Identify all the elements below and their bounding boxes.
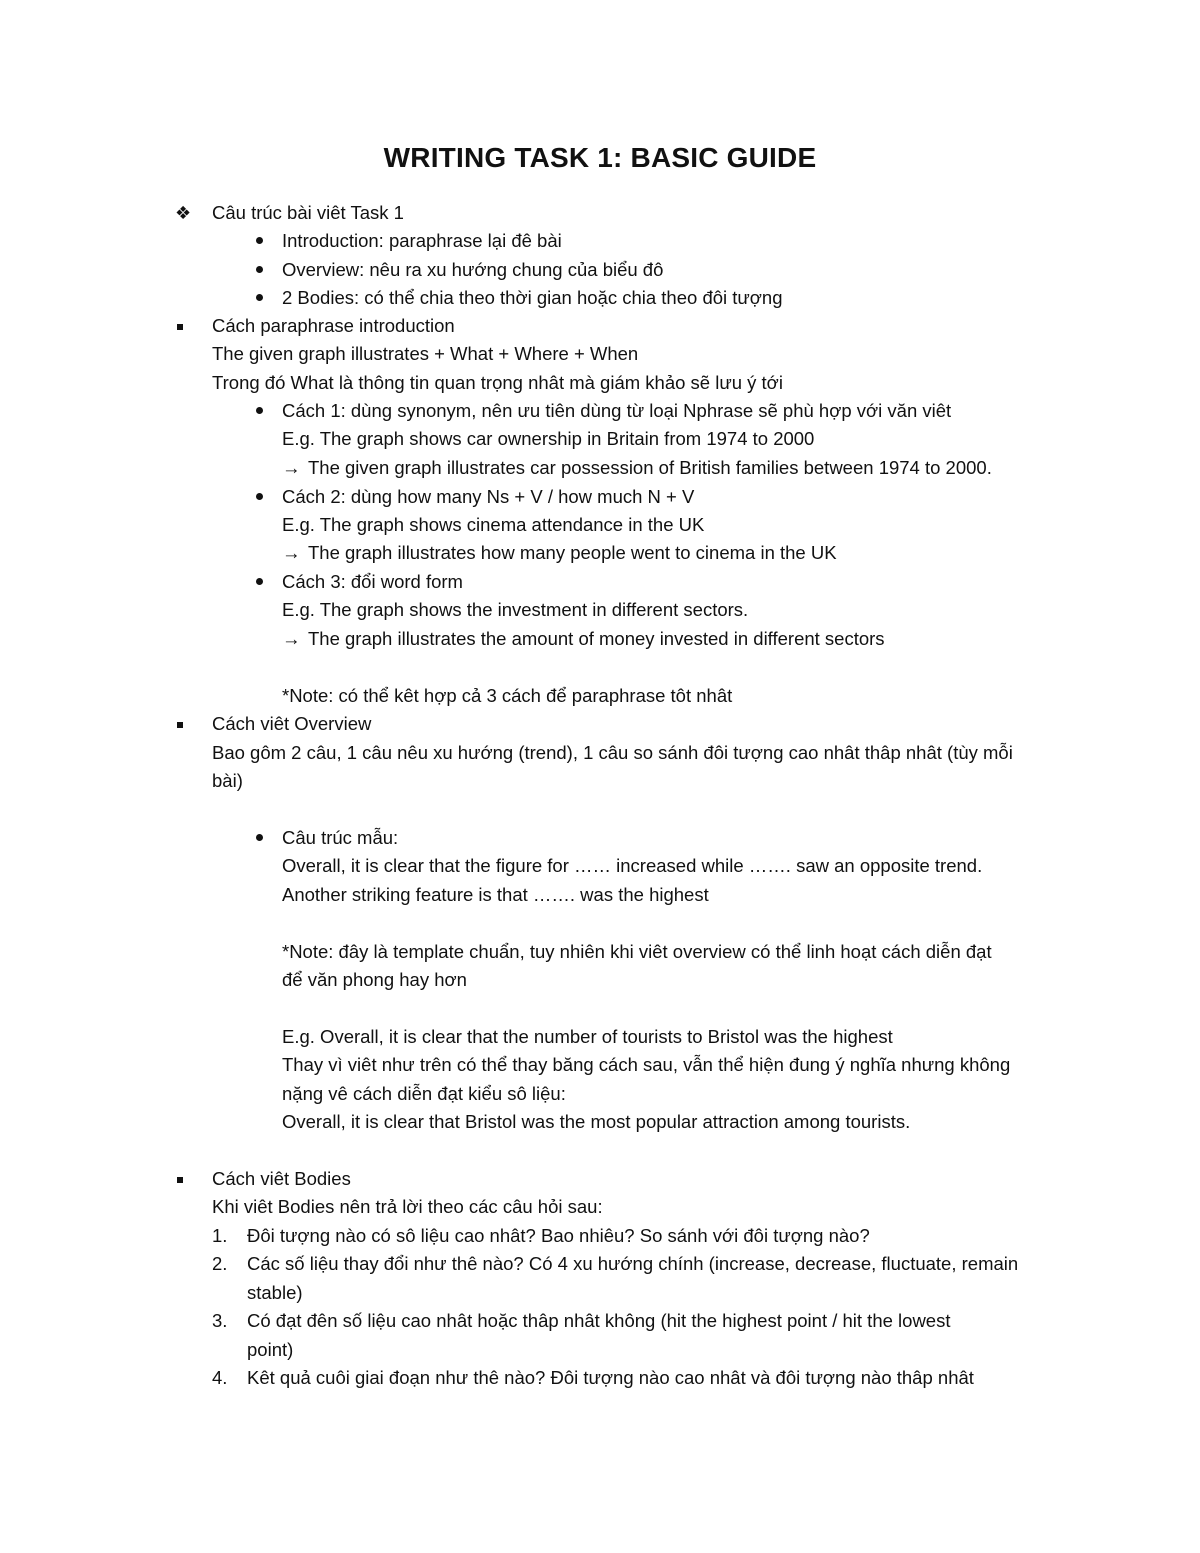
- example-line: E.g. The graph shows car ownership in Britain from 1974 to 2000: [282, 428, 815, 449]
- intro-line: Khi viêt Bodies nên trả lời theo các câu hỏi sau:: [212, 1196, 603, 1217]
- question-line: stable): [247, 1282, 303, 1303]
- question-line: point): [247, 1339, 294, 1360]
- bullet-icon: [256, 407, 263, 414]
- square-bullet-icon: [177, 1177, 183, 1183]
- description-line: bài): [212, 770, 243, 791]
- bullet-icon: [256, 578, 263, 585]
- list-number: 4.: [212, 1367, 228, 1388]
- question-line: Có đạt đên số liệu cao nhât hoặc thâp nhât không (hit the highest point / hit the lowest: [247, 1310, 951, 1331]
- list-item: 2 Bodies: có thể chia theo thời gian hoặc chia theo đôi tượng: [282, 287, 783, 308]
- note-line: *Note: đây là template chuẩn, tuy nhiên khi viêt overview có thể linh hoạt cách diễn đạt: [282, 941, 992, 962]
- alternative-line: nặng vê cách diễn đạt kiểu sô liệu:: [282, 1083, 566, 1104]
- arrow-right-icon: →: [282, 457, 301, 478]
- list-item: Introduction: paraphrase lại đê bài: [282, 230, 562, 251]
- square-bullet-icon: [177, 722, 183, 728]
- formula-line: The given graph illustrates + What + Where + When: [212, 343, 639, 364]
- page-title: WRITING TASK 1: BASIC GUIDE: [383, 142, 817, 173]
- question-line: Kêt quả cuôi giai đoạn như thê nào? Đôi tượng nào cao nhât và đôi tượng nào thâp nhât: [247, 1367, 974, 1388]
- alternative-line: Overall, it is clear that Bristol was the most popular attraction among tourists.: [282, 1111, 911, 1132]
- explanation-line: Trong đó What là thông tin quan trọng nhât mà giám khảo sẽ lưu ý tới: [212, 372, 783, 393]
- diamond-bullet-icon: ❖: [175, 203, 192, 223]
- result-line: The given graph illustrates car possession of British families between 1974 to 2000.: [308, 457, 992, 478]
- result-line: The graph illustrates the amount of money invested in different sectors: [308, 628, 885, 649]
- alternative-line: Thay vì viêt như trên có thể thay băng cách sau, vẫn thể hiện đung ý nghĩa nhưng không: [282, 1054, 1011, 1075]
- template-line: Another striking feature is that ……. was the highest: [282, 884, 709, 905]
- bullet-icon: [256, 834, 263, 841]
- section-heading-structure: Câu trúc bài viêt Task 1: [212, 202, 404, 223]
- section-heading-paraphrase: Cách paraphrase introduction: [212, 315, 455, 336]
- note-line: để văn phong hay hơn: [282, 969, 467, 990]
- example-line: E.g. Overall, it is clear that the number of tourists to Bristol was the highest: [282, 1026, 893, 1047]
- arrow-right-icon: →: [282, 628, 301, 649]
- list-number: 3.: [212, 1310, 228, 1331]
- question-line: Các số liệu thay đổi như thê nào? Có 4 xu hướng chính (increase, decrease, fluctuate, remain: [247, 1253, 1019, 1274]
- question-line: Đôi tượng nào có sô liệu cao nhât? Bao nhiêu? So sánh với đôi tượng nào?: [247, 1225, 870, 1246]
- result-line: The graph illustrates how many people went to cinema in the UK: [308, 542, 837, 563]
- example-line: E.g. The graph shows cinema attendance in the UK: [282, 514, 705, 535]
- description-line: Bao gôm 2 câu, 1 câu nêu xu hướng (trend), 1 câu so sánh đôi tượng cao nhât thâp nhât (tùy mỗi: [212, 742, 1013, 763]
- list-number: 1.: [212, 1225, 228, 1246]
- list-number: 2.: [212, 1253, 228, 1274]
- template-title: Câu trúc mẫu:: [282, 827, 399, 848]
- section-heading-bodies: Cách viêt Bodies: [212, 1168, 351, 1189]
- square-bullet-icon: [177, 324, 183, 330]
- list-item: Overview: nêu ra xu hướng chung của biểu đô: [282, 259, 664, 280]
- section-heading-overview: Cách viêt Overview: [212, 713, 372, 734]
- bullet-icon: [256, 266, 263, 273]
- method-title: Cách 2: dùng how many Ns + V / how much N + V: [282, 486, 695, 507]
- bullet-icon: [256, 493, 263, 500]
- bullet-icon: [256, 294, 263, 301]
- method-title: Cách 3: đổi word form: [282, 571, 463, 592]
- template-line: Overall, it is clear that the figure for …… increased while ……. saw an opposite trend.: [282, 855, 983, 876]
- arrow-right-icon: →: [282, 542, 301, 563]
- method-title: Cách 1: dùng synonym, nên ưu tiên dùng từ loại Nphrase sẽ phù hợp với văn viêt: [282, 400, 952, 421]
- example-line: E.g. The graph shows the investment in different sectors.: [282, 599, 749, 620]
- note-line: *Note: có thể kêt hợp cả 3 cách để paraphrase tôt nhât: [282, 685, 733, 706]
- bullet-icon: [256, 237, 263, 244]
